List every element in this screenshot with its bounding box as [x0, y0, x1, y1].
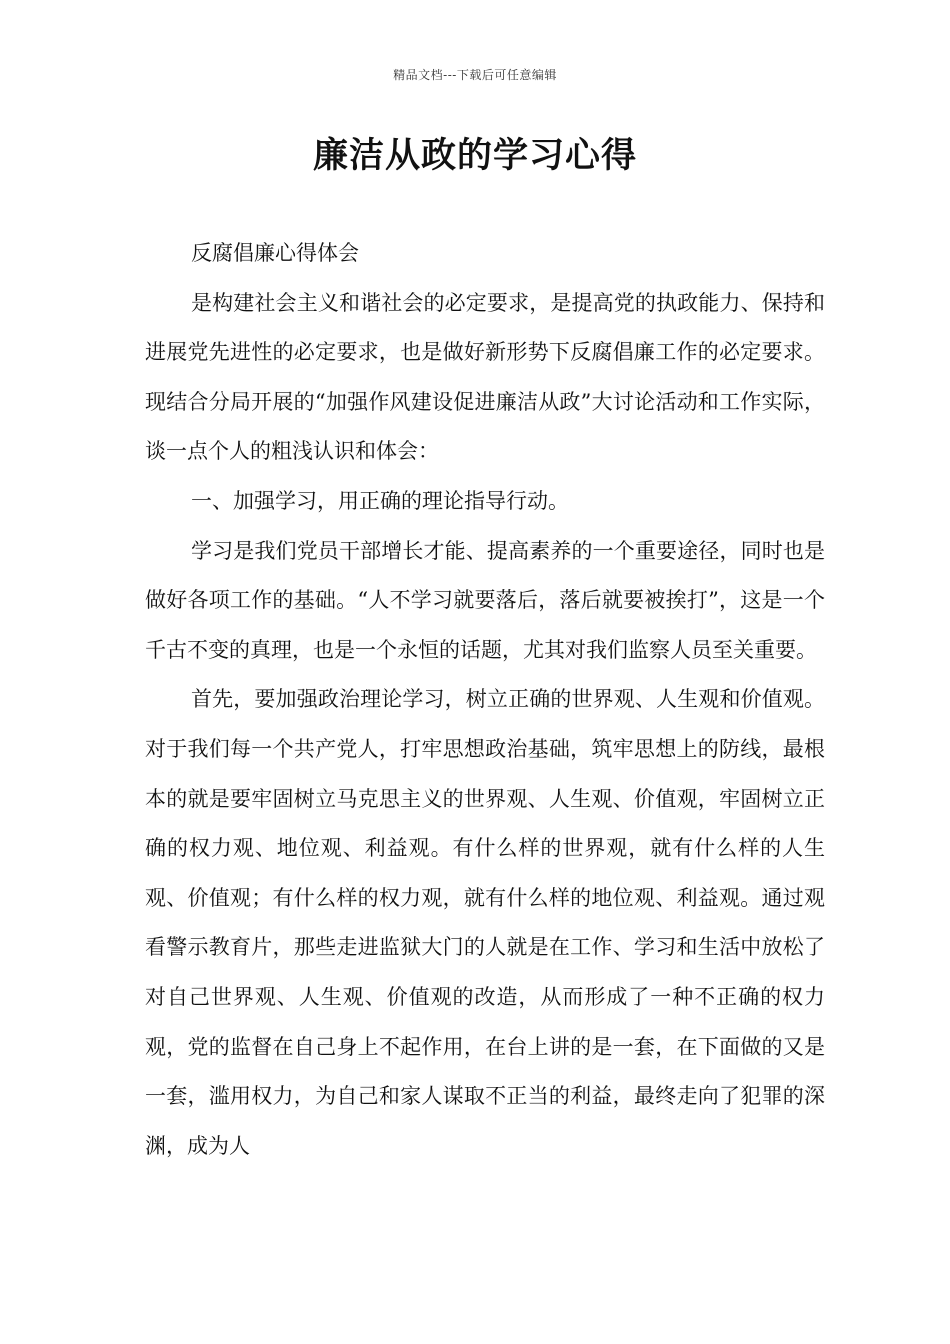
paragraph-study: 学习是我们党员干部增长才能、提高素养的一个重要途径，同时也是做好各项工作的基础。“人不学习就要落后，落后就要被挨打”，这是一个千古不变的真理，也是一个永恒的话题，尤其对我们监察人员至关重要。 — [145, 538, 825, 662]
paragraph-subtitle: 反腐倡廉心得体会 — [191, 241, 359, 265]
paragraph-first: 首先，要加强政治理论学习，树立正确的世界观、人生观和价值观。对于我们每一个共产党人，打牢思想政治基础，筑牢思想上的防线，最根本的就是要牢固树立马克思主义的世界观、人生观、价值观，牢固树立正确的权力观、地位观、利益观。有什么样的世界观，就有什么样的人生观、价值观；有什么样的权力观，就有什么样的地位观、利益观。通过观看警示教育片，那些走进监狱大门的人就是在工作、学习和生活中放松了对自己世界观、人生观、价值观的改造，从而形成了一种不正确的权力观，党的监督在自己身上不起作用，在台上讲的是一套，在下面做的又是一套，滥用权力，为自己和家人谋取不正当的利益，最终走向了犯罪的深渊，成为人 — [145, 687, 825, 1158]
header-note: 精品文档---下载后可任意编辑 — [393, 68, 557, 82]
document-body — [145, 229, 825, 1171]
paragraph-section-heading: 一、加强学习，用正确的理论指导行动。 — [191, 488, 569, 513]
paragraph-intro: 是构建社会主义和谐社会的必定要求，是提高党的执政能力、保持和进展党先进性的必定要求，也是做好新形势下反腐倡廉工作的必定要求。现结合分局开展的“加强作风建设促进廉洁从政”大讨论活动和工作实际，谈一点个人的粗浅认识和体会： — [145, 290, 825, 464]
document-title: 廉洁从政的学习心得 — [312, 136, 637, 176]
